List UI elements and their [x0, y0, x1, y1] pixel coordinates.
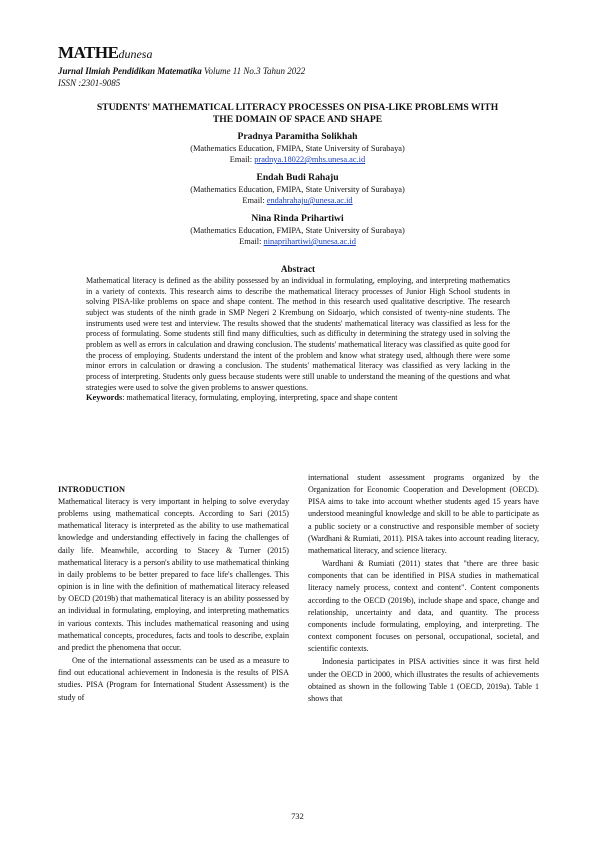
logo-main-text: MATHE — [58, 43, 119, 62]
author-email-link[interactable]: ninaprihartiwi@unesa.ac.id — [263, 237, 356, 246]
title-line: STUDENTS' MATHEMATICAL LITERACY PROCESSES ON PISA-LIKE PROBLEMS WITH — [96, 102, 499, 113]
journal-volume: Volume 11 No.3 Tahun 2022 — [204, 66, 306, 76]
email-label: Email: — [242, 196, 267, 205]
author-name: Nina Rinda Prihartiwi — [251, 213, 344, 224]
author-affiliation: (Mathematics Education, FMIPA, State University of Surabaya) — [190, 144, 405, 153]
page-number: 732 — [291, 812, 304, 821]
author-name: Endah Budi Rahaju — [256, 172, 339, 183]
author-affiliation: (Mathematics Education, FMIPA, State University of Surabaya) — [190, 185, 405, 194]
body-paragraph: Mathematical literacy is very important in helping to solve everyday problems using mathematical concepts. According to Sari (2015) mathematical literacy is interpreted as the ability to use mathematical knowledge and understanding effectively in facing the challenges of daily life. Meanwhile, according to Stacey & Turner (2015) mathematical literacy is a person's ability to use mathematical thinking in daily problems to be better prepared to face life's challenges. This opinion is in line with the definition of mathematical literacy released by OECD (2019b) that mathematical literacy is an ability possessed by an individual in formulating, employing, and interpreting mathematics in various contexts. This includes mathematical reasoning and using mathematical concepts, procedures, facts and tools to describe, explain and predict the phenomena that occur. — [58, 497, 289, 652]
logo-sub-text: dunesa — [118, 47, 153, 61]
keywords-text: : mathematical literacy, formulating, employing, interpreting, space and shape content — [122, 393, 398, 403]
email-label: Email: — [239, 237, 264, 246]
paper-title — [60, 102, 535, 126]
email-label: Email: — [229, 155, 255, 164]
author-name: Pradnya Paramitha Solikhah — [237, 131, 358, 142]
abstract-heading: Abstract — [280, 264, 316, 274]
journal-line — [58, 65, 305, 77]
author-email-line — [60, 236, 535, 247]
body-paragraph: One of the international assessments can be used as a measure to find out educational achievement in Indonesia is the results of PISA studies. PISA (Program for International Student Assessment) is the study of — [58, 656, 289, 702]
journal-name: Jurnal Ilmiah Pendidikan Matematika — [58, 66, 202, 76]
title-line: THE DOMAIN OF SPACE AND SHAPE — [212, 114, 383, 125]
author-email-line — [60, 154, 535, 165]
body-column-right — [308, 472, 539, 705]
body-paragraph: Indonesia participates in PISA activities since it was first held under the OECD in 2000, which illustrates the results of achievements obtained as shown in the following Table 1 (OECD, 2019a). Table 1 shows that — [308, 657, 539, 703]
journal-logo — [58, 44, 305, 63]
body-column-left — [58, 484, 289, 704]
journal-masthead — [58, 44, 305, 89]
author-block — [60, 131, 535, 247]
author-email-link[interactable]: endahrahaju@unesa.ac.id — [266, 196, 353, 205]
abstract-body: Mathematical literacy is defined as the ability possessed by an individual in formulating, employing, and interpreting mathematics in a variety of contexts. This research aims to describe the mathematical literacy processes of Junior High School students in solving PISA-like problems on space and shape content. The method in this research used qualitative descriptive. The research subject was students of the ninth grade in SMP Negeri 2 Krembung on Sidoarjo, which consisted of twenty-nine students. The instruments used were test and interview. The results showed that the students' mathematical literacy was classified as less for the process of formulating. Some students still find many difficulties, such as difficulty in determining the strategy used in solving the problem as well as errors in calculation and drawing conclusion. The students' mathematical literacy was classified as quite good for the process of employing. Students understand the intent of the problem and know what strategy used, although there were some minor errors in calculation or drawing a conclusion. The students' mathematical literacy was classified as very lacking in the process of interpreting. Students only guess because students were still unable to understand the meaning of the questions and what strategies were used to solve the given problems to answer questions. — [86, 276, 510, 392]
keywords-line — [86, 393, 510, 404]
author-email-link[interactable]: pradnya.18022@mhs.unesa.ac.id — [254, 155, 366, 164]
journal-issn: ISSN :2301-9085 — [58, 78, 121, 88]
introduction-heading: INTRODUCTION — [58, 485, 126, 494]
body-paragraph: international student assessment programs organized by the Organization for Economic Cooperation and Development (OECD). PISA aims to take into account whether students aged 15 years have understood meaningful knowledge and skill to be able to participate as a public society or a constructive and responsible member of society (Wardhani & Rumiati, 2011). PISA takes into account reading literacy, mathematical literacy, and science literacy. — [308, 473, 539, 555]
keywords-label: Keywords — [86, 393, 123, 403]
author-affiliation: (Mathematics Education, FMIPA, State University of Surabaya) — [190, 226, 405, 235]
abstract-section — [86, 263, 510, 404]
author-email-line — [60, 195, 535, 206]
body-paragraph: Wardhani & Rumiati (2011) states that "there are three basic components that can be identified in PISA studies in mathematical literacy namely process, context and content". Content components according to the OECD (2019b), include shape and space, change and relationship, uncertainty and data, and quantity. The process components include formulating, employing, and interpreting. The context component focuses on personal, occupational, societal, and scientific contexts. — [308, 559, 539, 654]
